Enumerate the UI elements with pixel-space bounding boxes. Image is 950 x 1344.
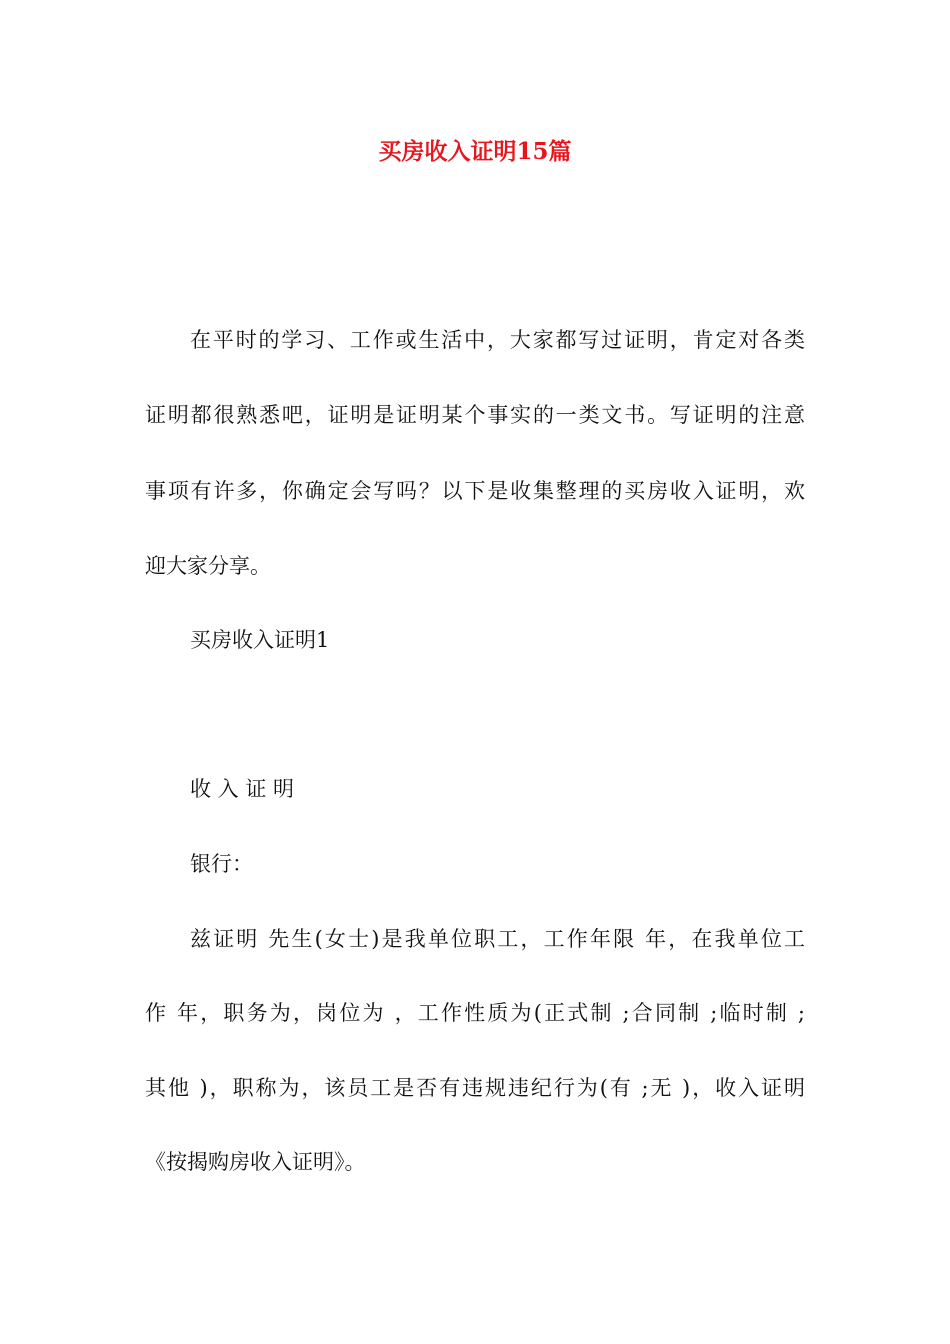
intro-line-3: 事项有许多，你确定会写吗？以下是收集整理的买房收入证明，欢: [145, 479, 805, 503]
certificate-body-line-2: 作 年，职务为，岗位为 ，工作性质为(正式制 ;合同制 ;临时制 ;: [145, 1001, 805, 1025]
certificate-body-line-4: 《按揭购房收入证明》。: [145, 1150, 366, 1174]
certificate-salutation: 银行：: [190, 852, 253, 876]
intro-line-4: 迎大家分享。: [145, 554, 271, 578]
section-heading: 买房收入证明1: [190, 628, 330, 652]
intro-line-2: 证明都很熟悉吧，证明是证明某个事实的一类文书。写证明的注意: [145, 403, 805, 427]
certificate-body-line-1: 兹证明 先生(女士)是我单位职工，工作年限 年，在我单位工: [190, 927, 805, 951]
certificate-heading: 收 入 证 明: [190, 777, 295, 801]
document-title: 买房收入证明15篇: [378, 138, 572, 165]
certificate-body-line-3: 其他 )，职称为，该员工是否有违规违纪行为(有 ;无 )，收入证明: [145, 1076, 805, 1100]
intro-line-1: 在平时的学习、工作或生活中，大家都写过证明，肯定对各类: [190, 328, 805, 352]
